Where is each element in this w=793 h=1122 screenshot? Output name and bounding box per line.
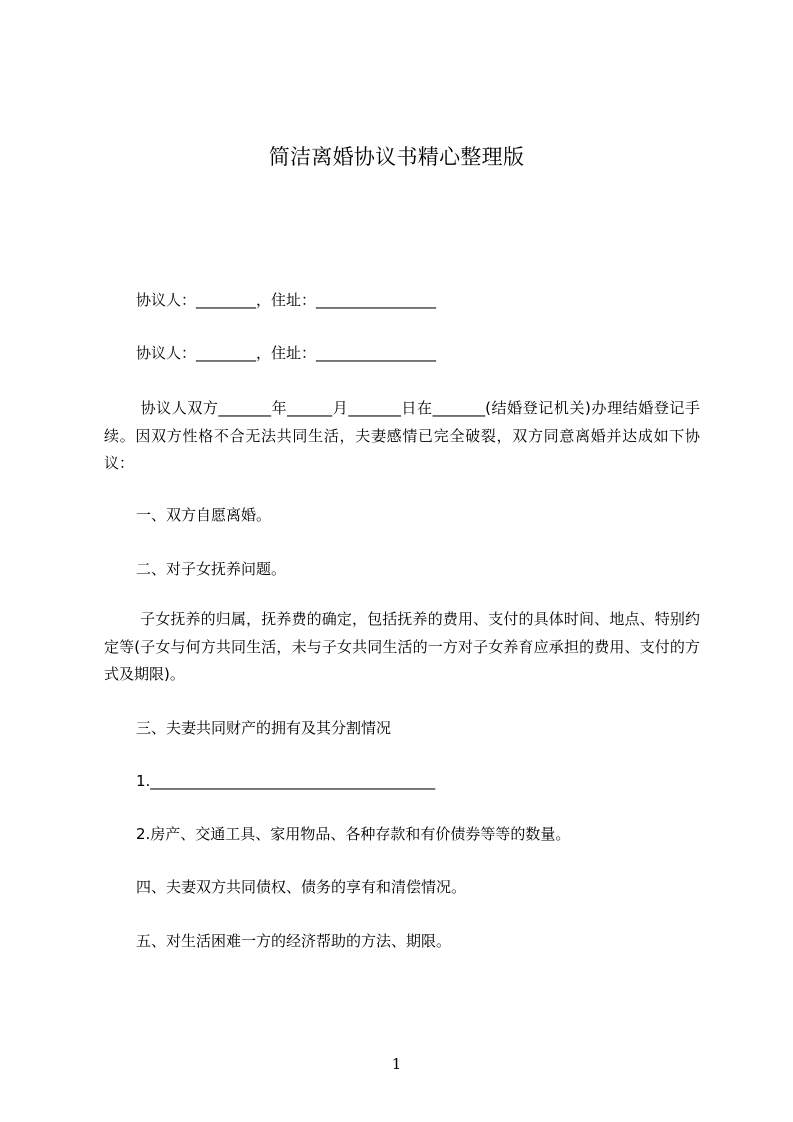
document-title: 简洁离婚协议书精心整理版 (268, 145, 525, 169)
item-2: 二、对子女抚养问题。 (136, 560, 287, 578)
item-4: 四、夫妻双方共同债权、债务的享有和清偿情况。 (136, 878, 467, 896)
intro-paragraph (104, 395, 700, 478)
party-line-1: 协议人：________，住址：________________ (136, 291, 437, 309)
page-number: 1 (391, 1055, 402, 1073)
item-3-sub-1: 1.______________________________________ (136, 772, 436, 790)
item-3-sub-2: 2.房产、交通工具、家用物品、各种存款和有价债券等等的数量。 (136, 825, 571, 843)
item-2-detail-text: 子女抚养的归属，抚养费的确定，包括抚养的费用、支付的具体时间、地点、特别约定等(子女与何方共同生活，未与子女共同生活的一方对子女养育应承担的费用、支付的方式及期限)。 (104, 610, 700, 683)
item-3: 三、夫妻共同财产的拥有及其分割情况 (136, 719, 392, 737)
party-line-2: 协议人：________，住址：________________ (136, 344, 437, 362)
item-1: 一、双方自愿离婚。 (136, 506, 272, 524)
item-2-detail (104, 606, 700, 689)
intro-paragraph-text: 协议人双方_______年______月_______日在_______(结婚登记机关)办理结婚登记手续。因双方性格不合无法共同生活，夫妻感情已完全破裂，双方同意离婚并达成如下协议： (104, 399, 700, 472)
item-5: 五、对生活困难一方的经济帮助的方法、期限。 (136, 932, 452, 950)
